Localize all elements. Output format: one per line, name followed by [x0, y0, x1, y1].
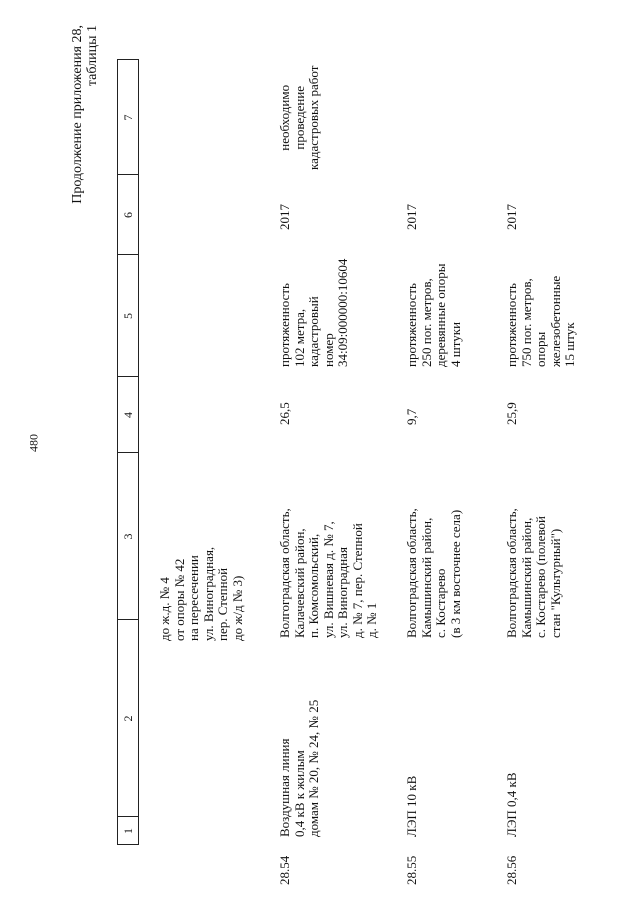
address-line: (в 3 км восточнее села) [447, 509, 463, 638]
header-col-7: 7 [121, 114, 135, 121]
address-line: с. Костарево [433, 568, 448, 638]
continuation-line-1: Продолжение приложения 28, [70, 25, 85, 204]
name-line: 0,4 кВ к жилым [291, 750, 307, 837]
row-28-56-year: 2017 [504, 204, 519, 230]
address-line: Калачевский район, [291, 528, 307, 638]
description-line: протяженность [404, 283, 419, 367]
address-line: Камышинский район, [518, 517, 534, 638]
fragment-line: до ж.д. № 4 [157, 577, 172, 641]
page-number: 480 [26, 434, 41, 452]
address-line: ул. Вишневая д. № 7, [320, 521, 336, 638]
name-line: ЛЭП 10 кВ [404, 775, 419, 837]
header-col-4: 4 [121, 412, 135, 418]
header-col-5: 5 [121, 313, 135, 319]
notes-line: кадастровых работ [306, 65, 321, 170]
description-line: 15 штук [562, 322, 577, 367]
name-line: Воздушная линия [277, 738, 292, 837]
address-line: стан "Культурный") [547, 528, 563, 638]
description-line: номер [320, 333, 336, 367]
row-28-55-year: 2017 [404, 204, 419, 230]
row-28-55-address [405, 508, 463, 638]
row-28-56-length: 25,9 [504, 402, 519, 425]
row-28-55-description [405, 264, 463, 367]
row-28-54-address [278, 508, 380, 638]
row-28-56-description [505, 276, 578, 367]
continuation-caption [70, 25, 100, 265]
row-28-55-name [405, 776, 420, 837]
row-28-55-number: 28.55 [404, 855, 419, 885]
description-line: 102 метра, [291, 308, 307, 367]
header-col-1: 1 [121, 828, 135, 834]
name-line: ЛЭП 0,4 кВ [504, 772, 519, 837]
notes-line: проведение [291, 85, 307, 150]
description-line: опоры [533, 331, 548, 367]
fragment-line: на пересечении [186, 555, 201, 641]
address-line: п. Комсомольский, [306, 533, 321, 638]
address-line: с. Костарево (полевой [533, 516, 548, 638]
fragment-line: от опоры № 42 [171, 558, 187, 641]
row-28-54-number: 28.54 [277, 855, 292, 885]
notes-line: необходимо [277, 84, 292, 151]
row-28-55-length: 9,7 [404, 408, 419, 425]
description-line: кадастровый [306, 296, 321, 367]
address-line: Волгоградская область, [277, 508, 292, 638]
row-28-56-address [505, 508, 563, 638]
row-28-54-name [278, 700, 322, 837]
description-line: 34:09:000000:10604 [335, 258, 350, 367]
row-28-56-number: 28.56 [504, 855, 519, 885]
description-line: протяженность [504, 283, 519, 367]
description-line: деревянные опоры [433, 263, 448, 367]
address-line: Камышинский район, [418, 517, 434, 638]
row-28-54-year: 2017 [277, 204, 292, 230]
header-col-2: 2 [121, 715, 135, 722]
address-line: ул. Виноградная [335, 547, 350, 638]
description-line: железобетонные [547, 275, 563, 367]
row-28-54-description [278, 259, 351, 367]
name-line: домам № 20, № 24, № 25 [306, 699, 321, 837]
row-28-56-name [505, 772, 520, 837]
continuation-line-2: таблицы 1 [85, 25, 100, 87]
address-line: д. № 7, пер. Степной [349, 523, 365, 638]
description-line: 4 штуки [447, 321, 463, 367]
description-line: 750 пог. метров, [518, 278, 534, 367]
address-line: Волгоградская область, [504, 508, 519, 638]
row-28-54-length: 26,5 [277, 402, 292, 425]
description-line: протяженность [277, 283, 292, 367]
address-line: Волгоградская область, [404, 508, 419, 638]
header-col-6: 6 [121, 212, 135, 218]
fragment-line: ул. Виноградная, [200, 546, 216, 641]
header-col-3: 3 [121, 533, 135, 540]
top-fragment-address [158, 547, 245, 641]
row-28-54-notes [278, 66, 322, 170]
description-line: 250 пог. метров, [418, 278, 434, 367]
fragment-line: до ж/д № 3) [229, 575, 245, 641]
fragment-line: пер. Степной [215, 567, 230, 641]
address-line: д. № 1 [364, 602, 379, 638]
